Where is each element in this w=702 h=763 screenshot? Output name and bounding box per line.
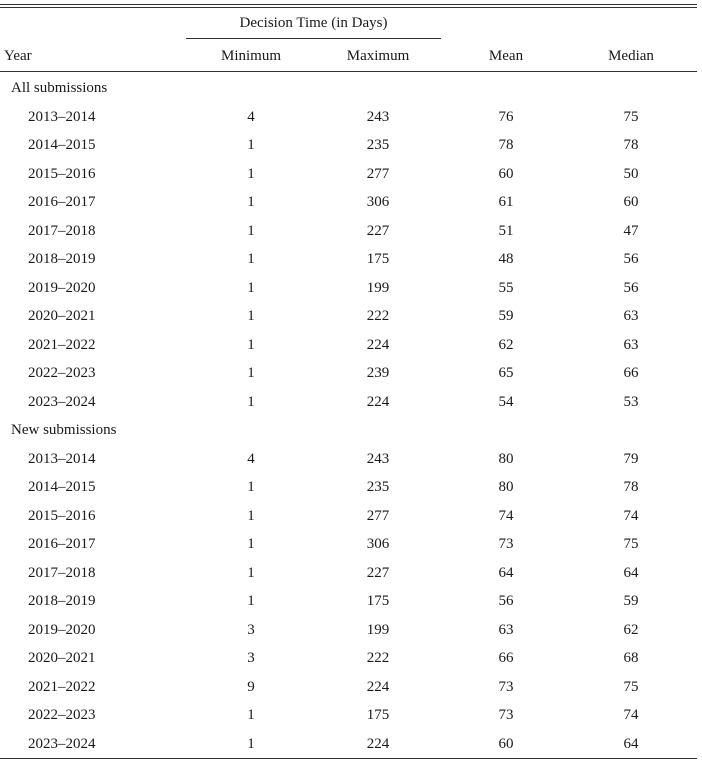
row-year: 2013–2014 [28,109,96,125]
row-mean: 73 [498,679,514,695]
row-maximum: 243 [366,109,390,125]
row-minimum: 4 [247,109,255,125]
row-minimum: 1 [247,194,255,210]
spanner-header: Decision Time (in Days) [239,15,388,31]
row-mean: 61 [498,194,514,210]
row-minimum: 1 [247,223,255,239]
row-maximum: 227 [366,223,390,239]
row-maximum: 306 [366,536,390,552]
row-year: 2014–2015 [28,479,96,495]
row-median: 59 [623,593,639,609]
row-median: 64 [623,565,639,581]
header-year: Year [4,48,32,64]
row-median: 53 [623,394,639,410]
row-mean: 54 [498,394,514,410]
row-maximum: 222 [366,650,390,666]
row-year: 2020–2021 [28,308,96,324]
header-maximum: Maximum [346,48,410,64]
row-mean: 80 [498,451,514,467]
header-rule [0,71,697,72]
row-mean: 73 [498,536,514,552]
row-year: 2017–2018 [28,565,96,581]
row-median: 75 [623,109,639,125]
row-mean: 48 [498,251,514,267]
row-minimum: 1 [247,280,255,296]
row-year: 2021–2022 [28,337,96,353]
row-median: 64 [623,736,639,752]
row-minimum: 1 [247,251,255,267]
row-median: 60 [623,194,639,210]
row-maximum: 222 [366,308,390,324]
row-mean: 64 [498,565,514,581]
row-maximum: 224 [366,679,390,695]
header-median: Median [608,48,654,64]
row-year: 2019–2020 [28,622,96,638]
row-minimum: 1 [247,479,255,495]
row-median: 66 [623,365,639,381]
row-minimum: 1 [247,337,255,353]
row-maximum: 239 [366,365,390,381]
row-maximum: 235 [366,137,390,153]
row-median: 78 [623,479,639,495]
row-maximum: 175 [366,707,390,723]
row-year: 2022–2023 [28,707,96,723]
row-median: 56 [623,251,639,267]
row-year: 2022–2023 [28,365,96,381]
row-median: 75 [623,679,639,695]
row-minimum: 1 [247,394,255,410]
row-maximum: 199 [366,622,390,638]
row-minimum: 9 [247,679,255,695]
row-mean: 59 [498,308,514,324]
row-median: 47 [623,223,639,239]
row-mean: 55 [498,280,514,296]
row-year: 2023–2024 [28,394,96,410]
row-year: 2013–2014 [28,451,96,467]
row-year: 2015–2016 [28,508,96,524]
row-maximum: 243 [366,451,390,467]
row-mean: 74 [498,508,514,524]
top-rule-double [0,7,697,8]
row-median: 74 [623,707,639,723]
row-maximum: 277 [366,508,390,524]
row-mean: 65 [498,365,514,381]
row-maximum: 224 [366,337,390,353]
row-minimum: 1 [247,736,255,752]
row-mean: 78 [498,137,514,153]
row-median: 63 [623,337,639,353]
section-heading: All submissions [11,80,108,96]
row-mean: 60 [498,166,514,182]
row-median: 78 [623,137,639,153]
row-year: 2016–2017 [28,536,96,552]
row-year: 2014–2015 [28,137,96,153]
row-minimum: 1 [247,365,255,381]
section-heading: New submissions [11,422,117,438]
row-maximum: 277 [366,166,390,182]
row-mean: 66 [498,650,514,666]
row-year: 2019–2020 [28,280,96,296]
row-year: 2021–2022 [28,679,96,695]
row-mean: 63 [498,622,514,638]
row-mean: 62 [498,337,514,353]
row-median: 75 [623,536,639,552]
row-year: 2015–2016 [28,166,96,182]
row-year: 2018–2019 [28,251,96,267]
row-mean: 56 [498,593,514,609]
row-year: 2018–2019 [28,593,96,609]
row-minimum: 1 [247,707,255,723]
row-minimum: 1 [247,593,255,609]
row-mean: 60 [498,736,514,752]
row-minimum: 3 [247,622,255,638]
row-minimum: 1 [247,166,255,182]
row-minimum: 1 [247,137,255,153]
row-median: 68 [623,650,639,666]
row-minimum: 4 [247,451,255,467]
row-maximum: 224 [366,394,390,410]
row-median: 63 [623,308,639,324]
row-maximum: 306 [366,194,390,210]
row-maximum: 235 [366,479,390,495]
row-maximum: 175 [366,593,390,609]
header-mean: Mean [488,48,524,64]
row-maximum: 227 [366,565,390,581]
row-year: 2020–2021 [28,650,96,666]
row-mean: 76 [498,109,514,125]
row-minimum: 1 [247,508,255,524]
row-median: 79 [623,451,639,467]
row-median: 74 [623,508,639,524]
row-maximum: 224 [366,736,390,752]
row-minimum: 1 [247,536,255,552]
bottom-rule [0,758,697,759]
spanner-rule [186,38,441,39]
row-year: 2017–2018 [28,223,96,239]
row-minimum: 1 [247,565,255,581]
row-maximum: 175 [366,251,390,267]
top-rule [0,4,697,5]
row-minimum: 3 [247,650,255,666]
row-median: 62 [623,622,639,638]
row-mean: 80 [498,479,514,495]
row-minimum: 1 [247,308,255,324]
header-minimum: Minimum [220,48,281,64]
row-median: 56 [623,280,639,296]
row-year: 2023–2024 [28,736,96,752]
row-mean: 73 [498,707,514,723]
row-year: 2016–2017 [28,194,96,210]
row-median: 50 [623,166,639,182]
row-maximum: 199 [366,280,390,296]
row-mean: 51 [498,223,514,239]
